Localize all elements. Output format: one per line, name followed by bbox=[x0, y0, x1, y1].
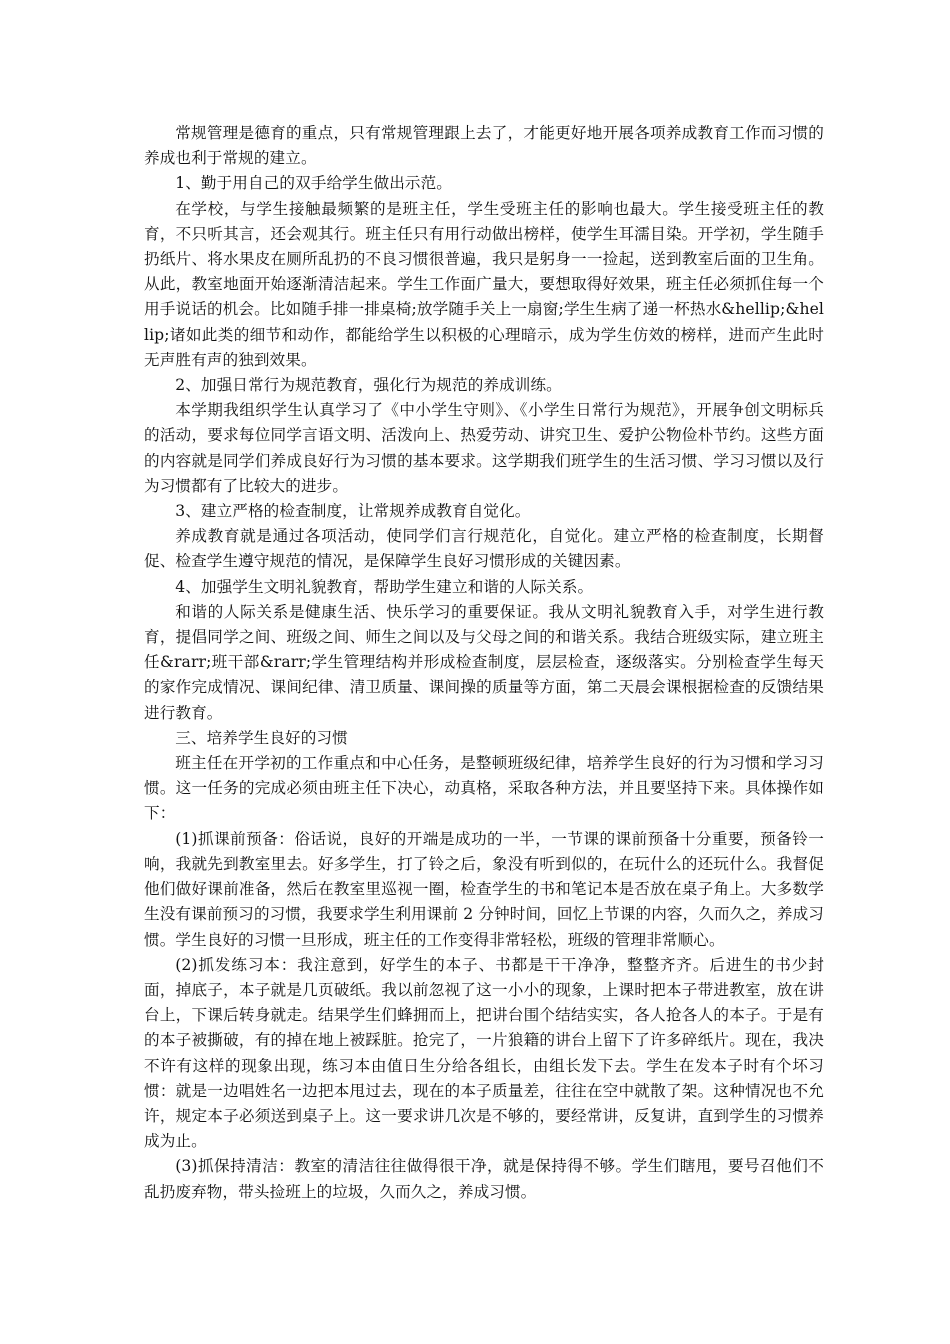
section-heading-3: 三、培养学生良好的习惯 bbox=[175, 728, 348, 747]
paragraph-item-2: 本学期我组织学生认真学习了《中小学生守则》、《小学生日常行为规范》，开展争创文明标兵的活动，要求每位同学言语文明、活泼向上、热爱劳动、讲究卫生、爱护公物俭朴节约。这些方面的内容就是同学们养成良好行为习惯的基本要求。这学期我们班学生的生活习惯、学习习惯以及行为习惯都有了比较大的进步。 bbox=[144, 401, 824, 495]
heading-item-3: 3、建立严格的检查制度，让常规养成教育自觉化。 bbox=[175, 502, 531, 521]
document-body bbox=[144, 121, 824, 1205]
paragraph-step-1: (1)抓课前预备：俗话说，良好的开端是成功的一半，一节课的课前预备十分重要，预备铃一响，我就先到教室里去。好多学生，打了铃之后，象没有听到似的，在玩什么的还玩什么。我督促他们做好课前准备，然后在教室里巡视一圈，检查学生的书和笔记本是否放在桌子角上。大多数学生没有课前预习的习惯，我要求学生利用课前 2 分钟时间，回忆上节课的内容，久而久之，养成习惯。学生良好的习惯一旦形成，班主任的工作变得非常轻松，班级的管理非常顺心。 bbox=[144, 829, 824, 949]
paragraph-step-2: (2)抓发练习本：我注意到，好学生的本子、书都是干干净净，整整齐齐。后进生的书少封面，掉底子，本子就是几页破纸。我以前忽视了这一小小的现象，上课时把本子带进教室，放在讲台上，下课后转身就走。结果学生们蜂拥而上，把讲台围个结结实实，各人抢各人的本子。于是有的本子被撕破，有的掉在地上被踩脏。抢完了，一片狼籍的讲台上留下了许多碎纸片。现在，我决不许有这样的现象出现，练习本由值日生分给各组长，由组长发下去。学生在发本子时有个坏习惯：就是一边唱姓名一边把本甩过去，现在的本子质量差，往往在空中就散了架。这种情况也不允许，规定本子必须送到桌子上。这一要求讲几次是不够的，要经常讲，反复讲，直到学生的习惯养成为止。 bbox=[144, 955, 824, 1151]
paragraph-item-4: 和谐的人际关系是健康生活、快乐学习的重要保证。我从文明礼貌教育入手，对学生进行教育，提倡同学之间、班级之间、师生之间以及与父母之间的和谐关系。我结合班级实际，建立班主任&rarr;班干部&rarr;学生管理结构并形成检查制度，层层检查，逐级落实。分别检查学生每天的家作完成情况、课间纪律、清卫质量、课间操的质量等方面，第二天晨会课根据检查的反馈结果进行教育。 bbox=[144, 602, 824, 722]
paragraph-section-3: 班主任在开学初的工作重点和中心任务，是整顿班级纪律，培养学生良好的行为习惯和学习习惯。这一任务的完成必须由班主任下决心，动真格，采取各种方法，并且要坚持下来。具体操作如下： bbox=[144, 754, 824, 823]
paragraph-intro: 常规管理是德育的重点，只有常规管理跟上去了，才能更好地开展各项养成教育工作而习惯的养成也利于常规的建立。 bbox=[144, 124, 824, 168]
paragraph-step-3: (3)抓保持清洁：教室的清洁往往做得很干净，就是保持得不够。学生们瞎甩，要号召他们不乱扔废弃物，带头捡班上的垃圾，久而久之，养成习惯。 bbox=[144, 1157, 824, 1201]
heading-item-4: 4、加强学生文明礼貌教育，帮助学生建立和谐的人际关系。 bbox=[175, 577, 594, 596]
heading-item-1: 1、勤于用自己的双手给学生做出示范。 bbox=[175, 174, 453, 193]
paragraph-item-1: 在学校，与学生接触最频繁的是班主任，学生受班主任的影响也最大。学生接受班主任的教育，不只听其言，还会观其行。班主任只有用行动做出榜样，使学生耳濡目染。开学初，学生随手扔纸片、将水果皮在厕所乱扔的不良习惯很普遍，我只是躬身一一捡起，送到教室后面的卫生角。从此，教室地面开始逐渐清洁起来。学生工作面广量大，要想取得好效果，班主任必须抓住每一个用手说话的机会。比如随手排一排桌椅;放学随手关上一扇窗;学生生病了递一杯热水&hellip;&hellip;诸如此类的细节和动作，都能给学生以积极的心理暗示，成为学生仿效的榜样，进而产生此时无声胜有声的独到效果。 bbox=[144, 199, 824, 369]
paragraph-item-3: 养成教育就是通过各项活动，使同学们言行规范化，自觉化。建立严格的检查制度，长期督促、检查学生遵守规范的情况，是保障学生良好习惯形成的关键因素。 bbox=[144, 527, 824, 571]
heading-item-2: 2、加强日常行为规范教育，强化行为规范的养成训练。 bbox=[175, 376, 562, 395]
